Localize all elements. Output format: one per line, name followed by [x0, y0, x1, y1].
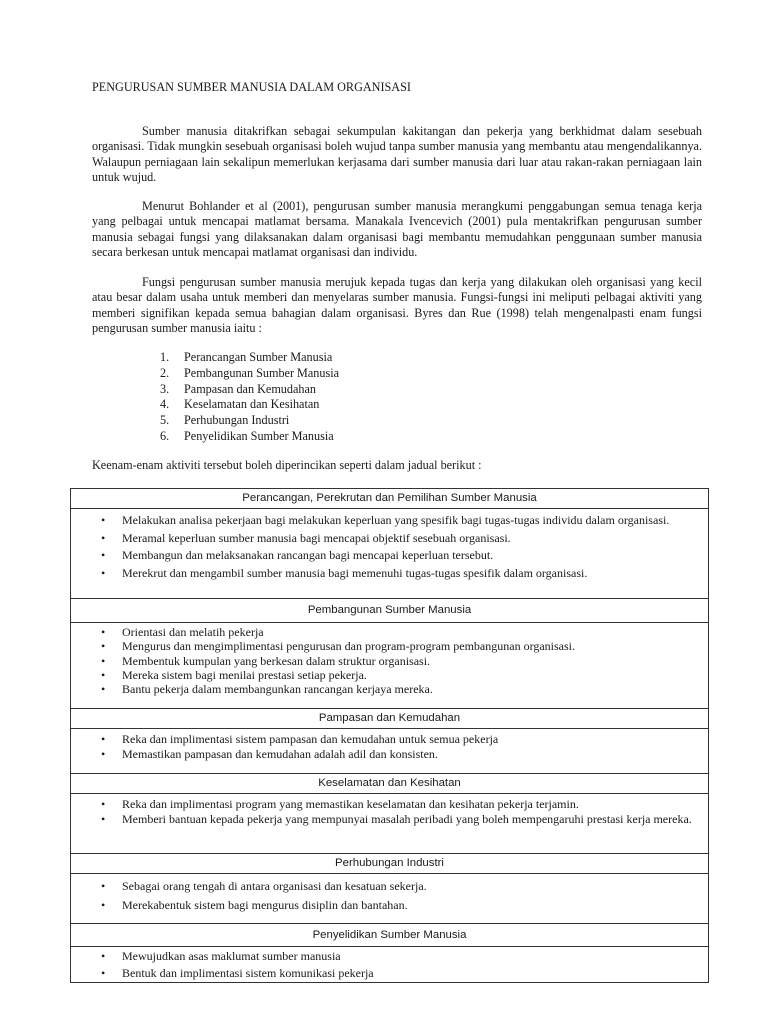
section-heading: Perhubungan Industri	[71, 854, 709, 874]
section-heading: Pembangunan Sumber Manusia	[71, 599, 709, 623]
section-heading: Keselamatan dan Kesihatan	[71, 774, 709, 794]
list-item	[160, 429, 339, 445]
table-item: • Membentuk kumpulan yang berkesan dalam struktur organisasi.	[71, 654, 708, 668]
activities-table	[70, 488, 709, 983]
list-number: 5.	[160, 413, 170, 428]
table-item: • Memastikan pampasan dan kemudahan adalah adil dan konsisten.	[71, 747, 708, 762]
list-item	[160, 350, 339, 366]
list-label: Perhubungan Industri	[184, 413, 290, 428]
table-item: • Mewujudkan asas maklumat sumber manusia	[71, 948, 708, 965]
table-section-body	[71, 874, 709, 924]
table-section-header	[71, 489, 709, 509]
table-item: • Mengurus dan mengimplimentasi pengurusan dan program-program pembangunan organisasi.	[71, 639, 708, 653]
table-intro: Keenam-enam aktiviti tersebut boleh diperincikan seperti dalam jadual berikut :	[92, 458, 482, 472]
list-label: Perancangan Sumber Manusia	[184, 350, 333, 364]
functions-list	[160, 350, 339, 445]
table-item: • Bentuk dan implimentasi sistem komunikasi pekerja	[71, 965, 708, 982]
list-item	[160, 413, 339, 429]
table-section-header	[71, 854, 709, 874]
table-section-body	[71, 794, 709, 854]
table-item: • Memberi bantuan kepada pekerja yang mempunyai masalah peribadi yang boleh mempengaruhi prestasi kerja mereka.	[71, 812, 708, 827]
list-number: 6.	[160, 428, 170, 443]
list-label: Keselamatan dan Kesihatan	[184, 397, 320, 412]
table-item: • Sebagai orang tengah di antara organisasi dan kesatuan sekerja.	[71, 877, 708, 896]
list-number: 3.	[160, 381, 170, 396]
table-section-header	[71, 924, 709, 947]
table-item: • Reka dan implimentasi sistem pampasan dan kemudahan untuk semua pekerja	[71, 732, 708, 747]
table-item: • Melakukan analisa pekerjaan bagi melakukan keperluan yang spesifik bagi tugas-tugas individu dalam organisasi.	[71, 512, 708, 530]
section-heading: Pampasan dan Kemudahan	[71, 709, 709, 729]
table-section-body	[71, 947, 709, 983]
table-section-body	[71, 729, 709, 774]
table-item: • Orientasi dan melatih pekerja	[71, 625, 708, 639]
list-label: Penyelidikan Sumber Manusia	[184, 428, 334, 443]
table-item: • Merekabentuk sistem bagi mengurus disiplin dan bantahan.	[71, 896, 708, 915]
paragraph-functions: Fungsi pengurusan sumber manusia merujuk kepada tugas dan kerja yang dilakukan oleh organisasi yang kecil atau besar dalam usaha untuk memberi dan menyelaras sumber manusia. Fungsi-fungsi ini meliputi pelbagai aktiviti yang memberi signifikan kepada semua bahagian dalam organisasi. Byres dan Rue (1998) telah mengenalpasti enam fungsi pengurusan sumber manusia iaitu :	[92, 275, 702, 336]
table-item: • Merekrut dan mengambil sumber manusia bagi memenuhi tugas-tugas spesifik dalam organisasi.	[71, 565, 708, 583]
list-item	[160, 366, 339, 382]
table-section-body	[71, 623, 709, 709]
table-item: • Meramal keperluan sumber manusia bagi mencapai objektif sesebuah organisasi.	[71, 530, 708, 548]
document-title: PENGURUSAN SUMBER MANUSIA DALAM ORGANISASI	[92, 80, 411, 94]
list-number: 1.	[160, 350, 170, 364]
table-section-header	[71, 709, 709, 729]
table-section-body	[71, 509, 709, 599]
list-number: 2.	[160, 365, 170, 380]
list-item	[160, 382, 339, 398]
section-heading: Perancangan, Perekrutan dan Pemilihan Sumber Manusia	[71, 489, 709, 509]
list-label: Pembangunan Sumber Manusia	[184, 365, 340, 380]
list-item	[160, 397, 339, 413]
table-item: • Bantu pekerja dalam membangunkan rancangan kerjaya mereka.	[71, 682, 708, 696]
table-item: • Mereka sistem bagi menilai prestasi setiap pekerja.	[71, 668, 708, 682]
section-heading: Penyelidikan Sumber Manusia	[71, 924, 709, 947]
paragraph-bohlander: Menurut Bohlander et al (2001), pengurusan sumber manusia merangkumi penggabungan semua tenaga kerja yang pelbagai untuk mencapai matlamat bersama. Manakala Ivencevich (2001) pula mentakrifkan pengurusan sumber manusia sebagai fungsi yang dilaksanakan dalam organisasi bagi membantu memudahkan penggunaan sumber manusia secara berkesan untuk mencapai matlamat organisasi dan individu.	[92, 199, 702, 260]
table-item: • Reka dan implimentasi program yang memastikan keselamatan dan kesihatan pekerja terjamin.	[71, 797, 708, 812]
list-number: 4.	[160, 397, 170, 412]
table-item: • Membangun dan melaksanakan rancangan bagi mencapai keperluan tersebut.	[71, 547, 708, 565]
paragraph-definition: Sumber manusia ditakrifkan sebagai sekumpulan kakitangan dan pekerja yang berkhidmat dalam sesebuah organisasi. Tidak mungkin sesebuah organisasi boleh wujud tanpa sumber manusia yang membantu atau mengendalikannya. Walaupun perniagaan lain sekalipun memerlukan kerjasama dari sumber manusia dari luar atau rakan-rakan perniagaan lain untuk wujud.	[92, 124, 702, 185]
list-label: Pampasan dan Kemudahan	[184, 381, 316, 396]
table-section-header	[71, 774, 709, 794]
table-section-header	[71, 599, 709, 623]
